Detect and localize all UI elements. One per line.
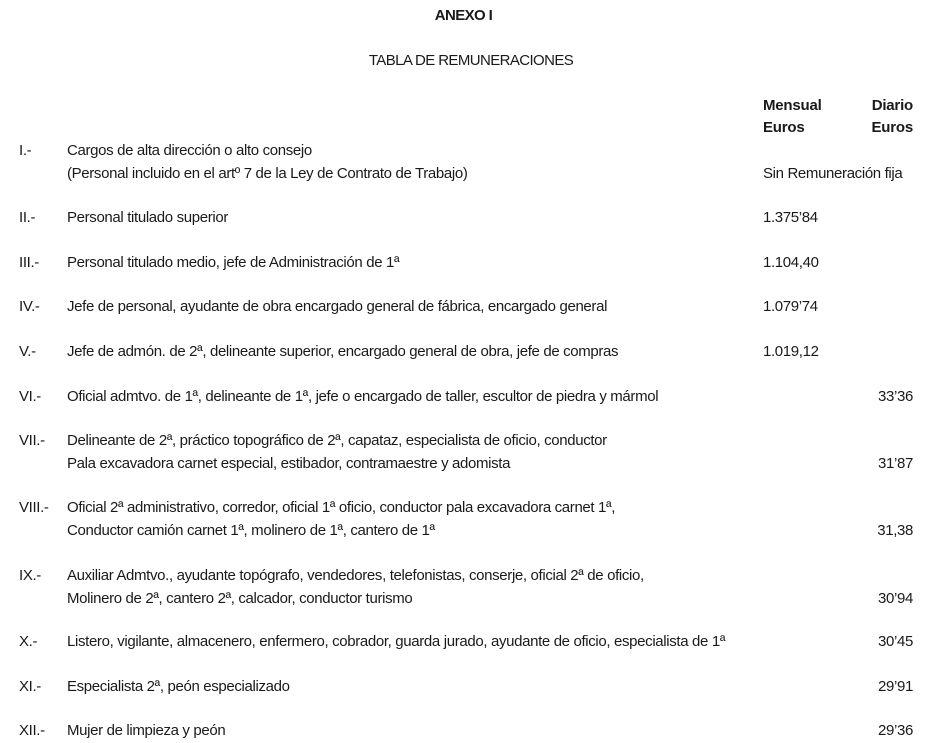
table-row bbox=[0, 496, 927, 542]
row-number: V.- bbox=[19, 343, 36, 360]
table-row bbox=[0, 429, 927, 475]
row-description-line: Especialista 2ª, peón especializado bbox=[67, 678, 290, 695]
row-description-line: Delineante de 2ª, práctico topográfico de 2ª, capataz, especialista de oficio, conductor bbox=[67, 432, 607, 449]
page-title: ANEXO I bbox=[434, 7, 493, 24]
table-row bbox=[0, 139, 927, 185]
row-number: IX.- bbox=[19, 567, 41, 584]
row-number: III.- bbox=[19, 254, 39, 271]
row-diario-value: 30’94 bbox=[878, 590, 913, 607]
row-description-line: Auxiliar Admtvo., ayudante topógrafo, vendedores, telefonistas, conserje, oficial 2ª de oficio, bbox=[67, 567, 644, 584]
column-header-mensual bbox=[763, 95, 822, 139]
row-description bbox=[67, 251, 399, 274]
row-description-line: (Personal incluido en el artº 7 de la Ley de Contrato de Trabajo) bbox=[67, 165, 468, 182]
table-row bbox=[0, 675, 927, 698]
row-description-line: Personal titulado medio, jefe de Administración de 1ª bbox=[67, 254, 400, 271]
row-mensual-value: Sin Remuneración fija bbox=[763, 165, 903, 182]
row-description-line: Oficial 2ª administrativo, corredor, oficial 1ª oficio, conductor pala excavadora carnet 1ª, bbox=[67, 499, 616, 516]
row-diario-value: 29’91 bbox=[878, 678, 913, 695]
row-description bbox=[67, 206, 228, 229]
row-description bbox=[67, 564, 644, 610]
row-number: IV.- bbox=[19, 298, 40, 315]
row-description-line: Jefe de personal, ayudante de obra encargado general de fábrica, encargado general bbox=[67, 298, 608, 315]
table-row bbox=[0, 630, 927, 653]
row-diario-value: 33’36 bbox=[878, 388, 913, 405]
row-number: XI.- bbox=[19, 678, 41, 695]
row-description-line: Jefe de admón. de 2ª, delineante superior, encargado general de obra, jefe de compras bbox=[67, 343, 619, 360]
row-description-line: Molinero de 2ª, cantero 2ª, calcador, conductor turismo bbox=[67, 590, 413, 607]
row-description bbox=[67, 295, 607, 318]
row-description bbox=[67, 429, 607, 475]
row-description-line: Listero, vigilante, almacenero, enfermero, cobrador, guarda jurado, ayudante de oficio, especialista de 1ª bbox=[67, 633, 726, 650]
row-number: XII.- bbox=[19, 722, 45, 739]
table-row bbox=[0, 206, 927, 229]
row-mensual-value: 1.079’74 bbox=[763, 298, 818, 315]
row-diario-value: 29’36 bbox=[878, 722, 913, 739]
row-number: VII.- bbox=[19, 432, 45, 449]
row-description-line: Mujer de limpieza y peón bbox=[67, 722, 226, 739]
table-row bbox=[0, 564, 927, 610]
row-mensual-value: 1.019,12 bbox=[763, 343, 819, 360]
row-diario-value: 31’87 bbox=[878, 455, 913, 472]
row-description-line: Cargos de alta dirección o alto consejo bbox=[67, 142, 312, 159]
row-description-line: Pala excavadora carnet especial, estibador, contramaestre y adomista bbox=[67, 455, 511, 472]
row-diario-value: 31,38 bbox=[877, 522, 913, 539]
row-number: VI.- bbox=[19, 388, 41, 405]
row-number: II.- bbox=[19, 209, 36, 226]
column-header-diario-line1: Diario bbox=[871, 97, 913, 114]
column-header-diario bbox=[871, 95, 913, 139]
column-header-mensual-line1: Mensual bbox=[763, 97, 822, 114]
row-description-line: Conductor camión carnet 1ª, molinero de 1ª, cantero de 1ª bbox=[67, 522, 435, 539]
table-row bbox=[0, 385, 927, 408]
column-header-diario-line2: Euros bbox=[871, 119, 913, 136]
table-row bbox=[0, 340, 927, 363]
row-description-line: Personal titulado superior bbox=[67, 209, 228, 226]
row-number: VIII.- bbox=[19, 499, 49, 516]
column-header-mensual-line2: Euros bbox=[763, 119, 805, 136]
row-description bbox=[67, 630, 725, 653]
row-number: X.- bbox=[19, 633, 38, 650]
row-description bbox=[67, 139, 467, 185]
table-row bbox=[0, 295, 927, 318]
table-row bbox=[0, 719, 927, 742]
row-description-line: Oficial admtvo. de 1ª, delineante de 1ª, jefe o encargado de taller, escultor de piedra y mármol bbox=[67, 388, 659, 405]
row-description bbox=[67, 340, 618, 363]
row-mensual-value: 1.375’84 bbox=[763, 209, 818, 226]
row-description bbox=[67, 719, 225, 742]
row-number: I.- bbox=[19, 142, 32, 159]
page-subtitle: TABLA DE REMUNERACIONES bbox=[368, 52, 574, 69]
row-description bbox=[67, 675, 290, 698]
row-description bbox=[67, 385, 658, 408]
table-row bbox=[0, 251, 927, 274]
row-diario-value: 30’45 bbox=[878, 633, 913, 650]
row-mensual-value: 1.104,40 bbox=[763, 254, 819, 271]
row-description bbox=[67, 496, 615, 542]
